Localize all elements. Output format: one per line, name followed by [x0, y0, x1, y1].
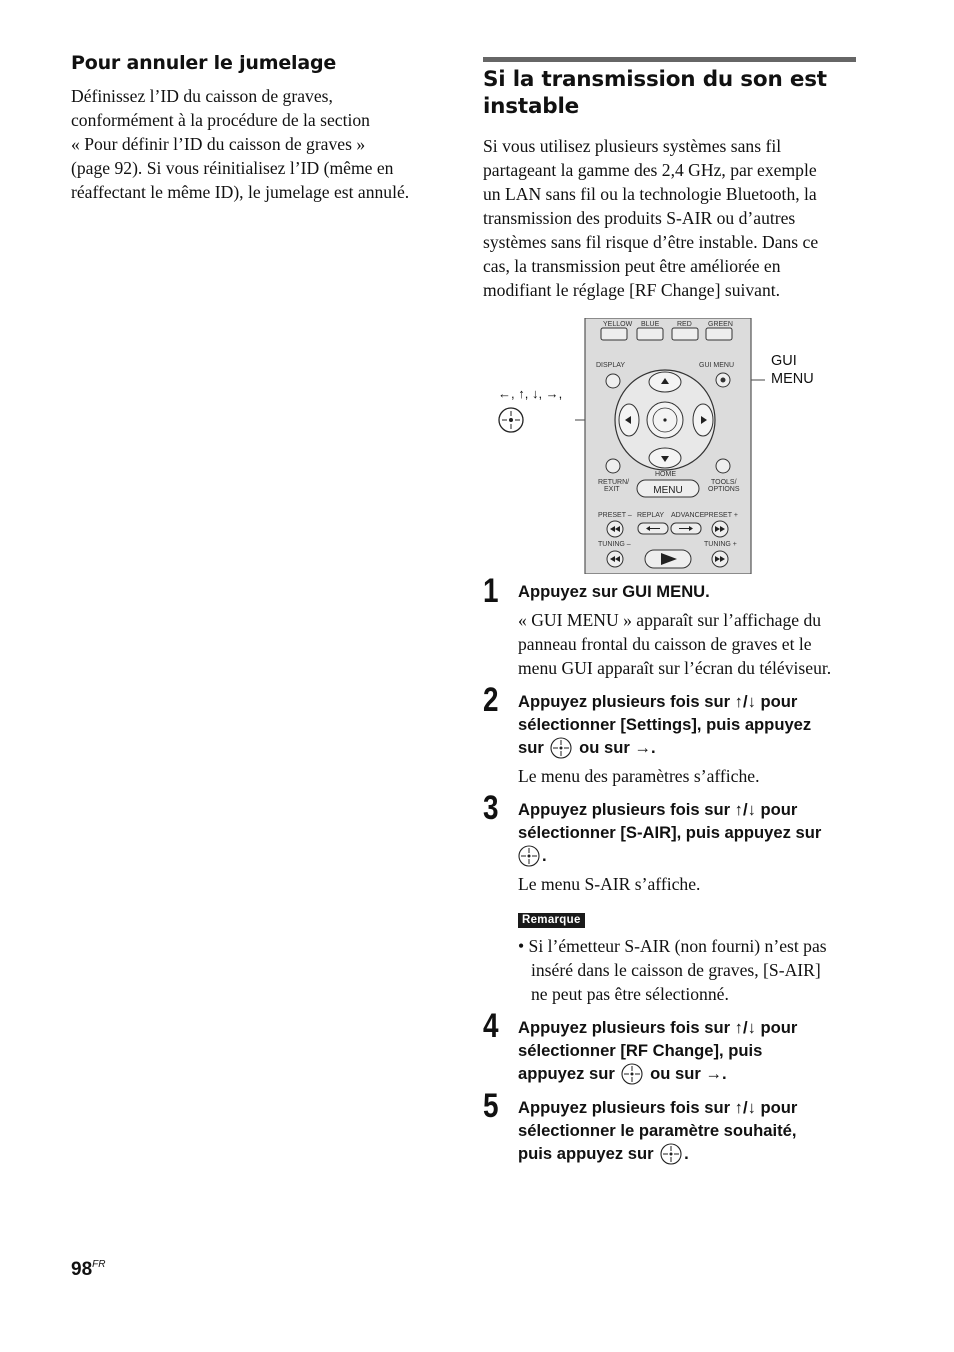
step-4-title	[518, 1016, 863, 1085]
paragraph-line: transmission des produits S-AIR ou d’autres	[483, 208, 796, 228]
step-2-title	[518, 690, 863, 759]
cancel-pairing-paragraph	[71, 84, 451, 204]
replay-label: REPLAY	[637, 512, 665, 519]
red-button[interactable]	[672, 328, 698, 340]
title-line: Si la transmission du son est	[483, 67, 827, 92]
enter-icon	[621, 1063, 643, 1085]
enter-icon-dot	[663, 418, 666, 421]
step-title-line	[518, 844, 863, 867]
menu-label: MENU	[653, 485, 683, 496]
step-title-fragment: ou sur →.	[650, 1064, 727, 1083]
step-title-line: Appuyez plusieurs fois sur ↑/↓ pour	[518, 692, 798, 711]
page-number-suffix: FR	[92, 1259, 106, 1270]
section-heading-cancel-pairing: Pour annuler le jumelage	[71, 52, 337, 74]
step-title-line: sélectionner [S-AIR], puis appuyez sur	[518, 823, 822, 842]
step-title-line: Appuyez plusieurs fois sur ↑/↓ pour	[518, 800, 798, 819]
step-title-line: Appuyez plusieurs fois sur ↑/↓ pour	[518, 1018, 798, 1037]
step-number: 4	[483, 1007, 499, 1045]
paragraph-line: cas, la transmission peut être améliorée en	[483, 256, 781, 276]
tuning-minus-label: TUNING –	[598, 541, 631, 548]
paragraph-line: réaffectant le même ID), le jumelage est annulé.	[71, 182, 410, 202]
step-text-line: panneau frontal du caisson de graves et le	[518, 634, 812, 654]
paragraph-line: conformément à la procédure de la section	[71, 110, 370, 130]
step-title-fragment: appuyez sur	[518, 1064, 615, 1083]
step-title-fragment: sur	[518, 738, 544, 757]
paragraph-line: partageant la gamme des 2,4 GHz, par exemple	[483, 160, 817, 180]
page-number-value: 98	[71, 1259, 93, 1280]
options-label: OPTIONS	[708, 486, 740, 493]
gui-menu-label: GUI MENU	[699, 362, 734, 369]
green-label: GREEN	[708, 321, 733, 328]
step-title-fragment: puis appuyez sur	[518, 1144, 654, 1163]
return-exit-button[interactable]	[606, 459, 620, 473]
paragraph-line: (page 92). Si vous réinitialisez l’ID (même en	[71, 158, 394, 178]
step-title-line	[518, 1142, 863, 1165]
step-number: 1	[483, 572, 499, 610]
gui-menu-button-dot	[721, 378, 726, 383]
advance-label: ADVANCE	[671, 512, 705, 519]
display-button[interactable]	[606, 374, 620, 388]
preset-minus-label: PRESET –	[598, 512, 632, 519]
step-number: 2	[483, 681, 499, 719]
step-title-line: Appuyez plusieurs fois sur ↑/↓ pour	[518, 1098, 798, 1117]
step-title-line: sélectionner [RF Change], puis	[518, 1041, 763, 1060]
step-1-text	[518, 608, 863, 680]
paragraph-line: Définissez l’ID du caisson de graves,	[71, 86, 333, 106]
return-label: RETURN/	[598, 479, 630, 486]
note-badge: Remarque	[518, 913, 585, 928]
red-label: RED	[677, 321, 692, 328]
note-line: inséré dans le caisson de graves, [S-AIR]	[531, 960, 821, 980]
paragraph-line: modifiant le réglage [RF Change] suivant.	[483, 280, 781, 300]
intro-paragraph	[483, 134, 863, 302]
step-title-fragment: .	[684, 1144, 689, 1163]
step-2-text: Le menu des paramètres s’affiche.	[518, 766, 760, 786]
arrow-keys-callout: ←, ↑, ↓, →,	[498, 386, 563, 401]
step-title-line	[518, 1062, 863, 1085]
step-title-fragment: ou sur →.	[579, 738, 656, 757]
blue-button[interactable]	[637, 328, 663, 340]
note-line: • Si l’émetteur S-AIR (non fourni) n’est pas	[518, 936, 827, 956]
step-title-line: sélectionner le paramètre souhaité,	[518, 1121, 797, 1140]
step-title-line: sélectionner [Settings], puis appuyez	[518, 715, 812, 734]
green-button[interactable]	[706, 328, 732, 340]
step-5-title	[518, 1096, 863, 1165]
step-number: 3	[483, 789, 499, 827]
step-3-title	[518, 798, 863, 867]
gui-menu-callout	[771, 352, 814, 388]
step-title-line	[518, 736, 863, 759]
yellow-button[interactable]	[601, 328, 627, 340]
tuning-plus-label: TUNING +	[704, 541, 737, 548]
note-text	[518, 934, 863, 1006]
yellow-label: YELLOW	[603, 321, 633, 328]
step-title-fragment: .	[542, 846, 547, 865]
preset-plus-label: PRESET +	[704, 512, 738, 519]
blue-label: BLUE	[641, 321, 660, 328]
enter-icon	[518, 845, 540, 867]
step-text-line: menu GUI apparaît sur l’écran du téléviseur.	[518, 658, 832, 678]
callout-line: MENU	[771, 371, 814, 387]
paragraph-line: systèmes sans fil risque d’être instable. Dans ce	[483, 232, 819, 252]
callout-line: GUI	[771, 353, 797, 369]
exit-label: EXIT	[604, 486, 620, 493]
paragraph-line: Si vous utilisez plusieurs systèmes sans fil	[483, 136, 782, 156]
enter-button-callout-icon	[497, 406, 525, 434]
tools-options-button[interactable]	[716, 459, 730, 473]
home-label: HOME	[655, 471, 676, 478]
step-1-title: Appuyez sur GUI MENU.	[518, 582, 710, 601]
heading-rule	[483, 57, 856, 62]
enter-icon	[550, 737, 572, 759]
paragraph-line: « Pour définir l’ID du caisson de graves »	[71, 134, 366, 154]
display-label: DISPLAY	[596, 362, 626, 369]
step-number: 5	[483, 1087, 499, 1125]
enter-icon	[660, 1143, 682, 1165]
step-3-text: Le menu S-AIR s’affiche.	[518, 874, 701, 894]
page-title	[483, 66, 827, 120]
note-line: ne peut pas être sélectionné.	[531, 984, 729, 1004]
paragraph-line: un LAN sans fil ou la technologie Bluetooth, la	[483, 184, 817, 204]
step-text-line: « GUI MENU » apparaît sur l’affichage du	[518, 610, 822, 630]
title-line: instable	[483, 94, 580, 119]
remote-control-illustration	[575, 318, 765, 574]
page-number	[71, 1259, 105, 1281]
tools-label: TOOLS/	[711, 479, 737, 486]
